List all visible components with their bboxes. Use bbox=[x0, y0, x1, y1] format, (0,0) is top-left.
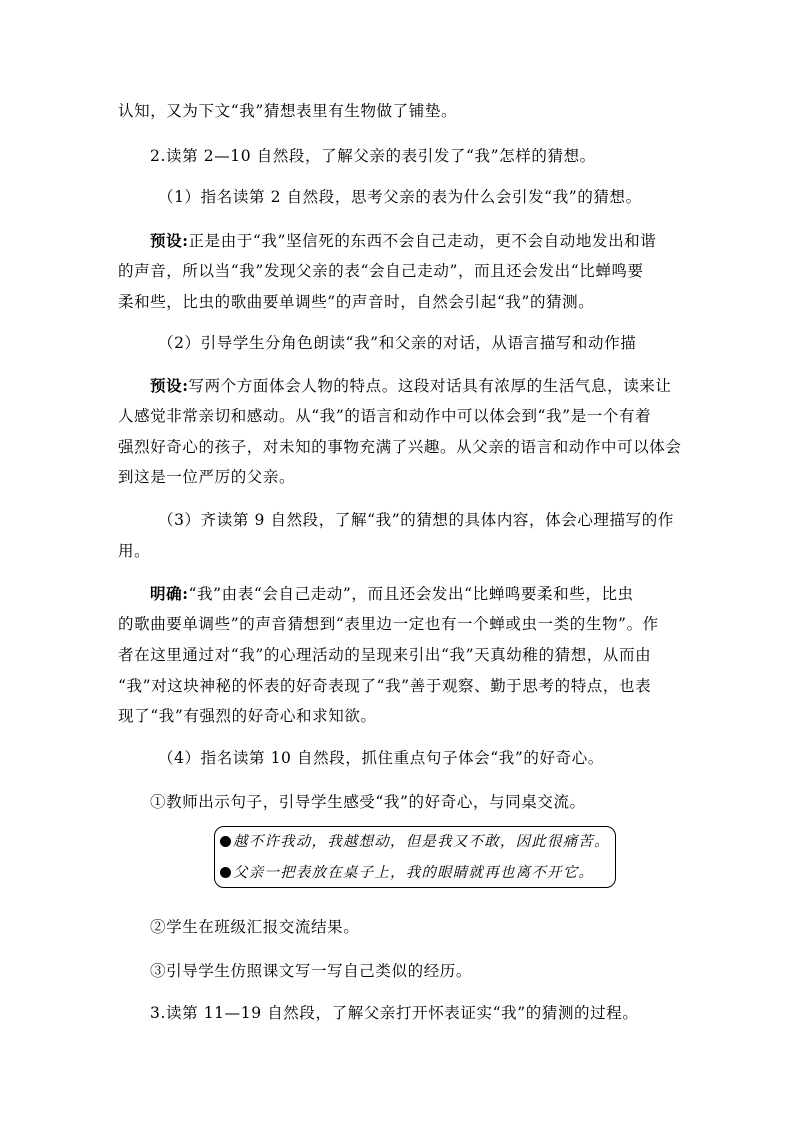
paragraph-line: 到这是一位严厉的父亲。 bbox=[118, 468, 296, 486]
paragraph-line: 人感觉非常亲切和感动。从“我”的语言和动作中可以体会到“我”是一个有着 bbox=[118, 407, 652, 425]
paragraph-line: 现了“我”有强烈的好奇心和求知欲。 bbox=[118, 707, 377, 725]
paragraph-line: “我”对这块神秘的怀表的好奇表现了“我”善于观察、勤于思考的特点，也表 bbox=[118, 677, 652, 695]
clarify-label: 明确: bbox=[150, 584, 189, 603]
paragraph-line: 的声音，所以当“我”发现父亲的表“会自己走动”，而且还会发出“比蝉鸣要 bbox=[118, 262, 644, 280]
preset-label: 预设: bbox=[150, 376, 189, 395]
paragraph-line: ②学生在班级汇报交流结果。 bbox=[150, 918, 360, 936]
paragraph-line: 柔和些，比虫的歌曲要单调些”的声音时，自然会引起“我”的猜测。 bbox=[118, 293, 595, 311]
subsection-heading: （3）齐读第 9 自然段，了解“我”的猜想的具体内容，体会心理描写的作 bbox=[158, 511, 674, 529]
paragraph-line: ①教师出示句子，引导学生感受“我”的好奇心，与同桌交流。 bbox=[150, 793, 586, 811]
paragraph-text: 正是由于“我”坚信死的东西不会自己走动，更不会自动地发出和谐 bbox=[188, 232, 657, 250]
paragraph-line bbox=[150, 584, 634, 604]
bullet-icon bbox=[220, 867, 231, 878]
preset-label: 预设: bbox=[150, 231, 189, 250]
paragraph-text: “我”由表“会自己走动”，而且还会发出“比蝉鸣要柔和些，比虫 bbox=[188, 585, 634, 603]
quote-sentence: 越不许我动，我越想动，但是我又不敢，因此很痛苦。 bbox=[220, 832, 610, 852]
paragraph-line: ③引导学生仿照课文写一写自己类似的经历。 bbox=[150, 962, 473, 980]
paragraph-line: 的歌曲要单调些”的声音猜想到“表里边一定也有一个蝉或虫一类的生物”。作 bbox=[118, 615, 659, 633]
bullet-icon bbox=[220, 836, 231, 847]
paragraph-line: 认知，又为下文“我”猜想表里有生物做了铺垫。 bbox=[118, 102, 458, 120]
paragraph-line: 用。 bbox=[118, 542, 151, 560]
quote-sentence: 父亲一把表放在桌子上，我的眼睛就再也离不开它。 bbox=[220, 863, 594, 883]
subsection-heading: （2）引导学生分角色朗读“我”和父亲的对话，从语言描写和动作描 bbox=[158, 334, 637, 352]
paragraph-line: 者在这里通过对“我”的心理活动的呈现来引出“我”天真幼稚的猜想，从而由 bbox=[118, 646, 652, 664]
section-heading: 2.读第 2—10 自然段，了解父亲的表引发了“我”怎样的猜想。 bbox=[150, 147, 596, 165]
paragraph-line bbox=[150, 376, 672, 396]
paragraph-line bbox=[150, 231, 656, 251]
paragraph-line: 强烈好奇心的孩子，对未知的事物充满了兴趣。从父亲的语言和动作中可以体会 bbox=[118, 438, 682, 456]
subsection-heading: （1）指名读第 2 自然段，思考父亲的表为什么会引发“我”的猜想。 bbox=[158, 188, 642, 206]
subsection-heading: （4）指名读第 10 自然段，抓住重点句子体会“我”的好奇心。 bbox=[158, 749, 604, 767]
section-heading: 3.读第 11—19 自然段，了解父亲打开怀表证实“我”的猜测的过程。 bbox=[150, 1004, 639, 1022]
paragraph-text: 写两个方面体会人物的特点。这段对话具有浓厚的生活气息，读来让 bbox=[188, 377, 672, 395]
